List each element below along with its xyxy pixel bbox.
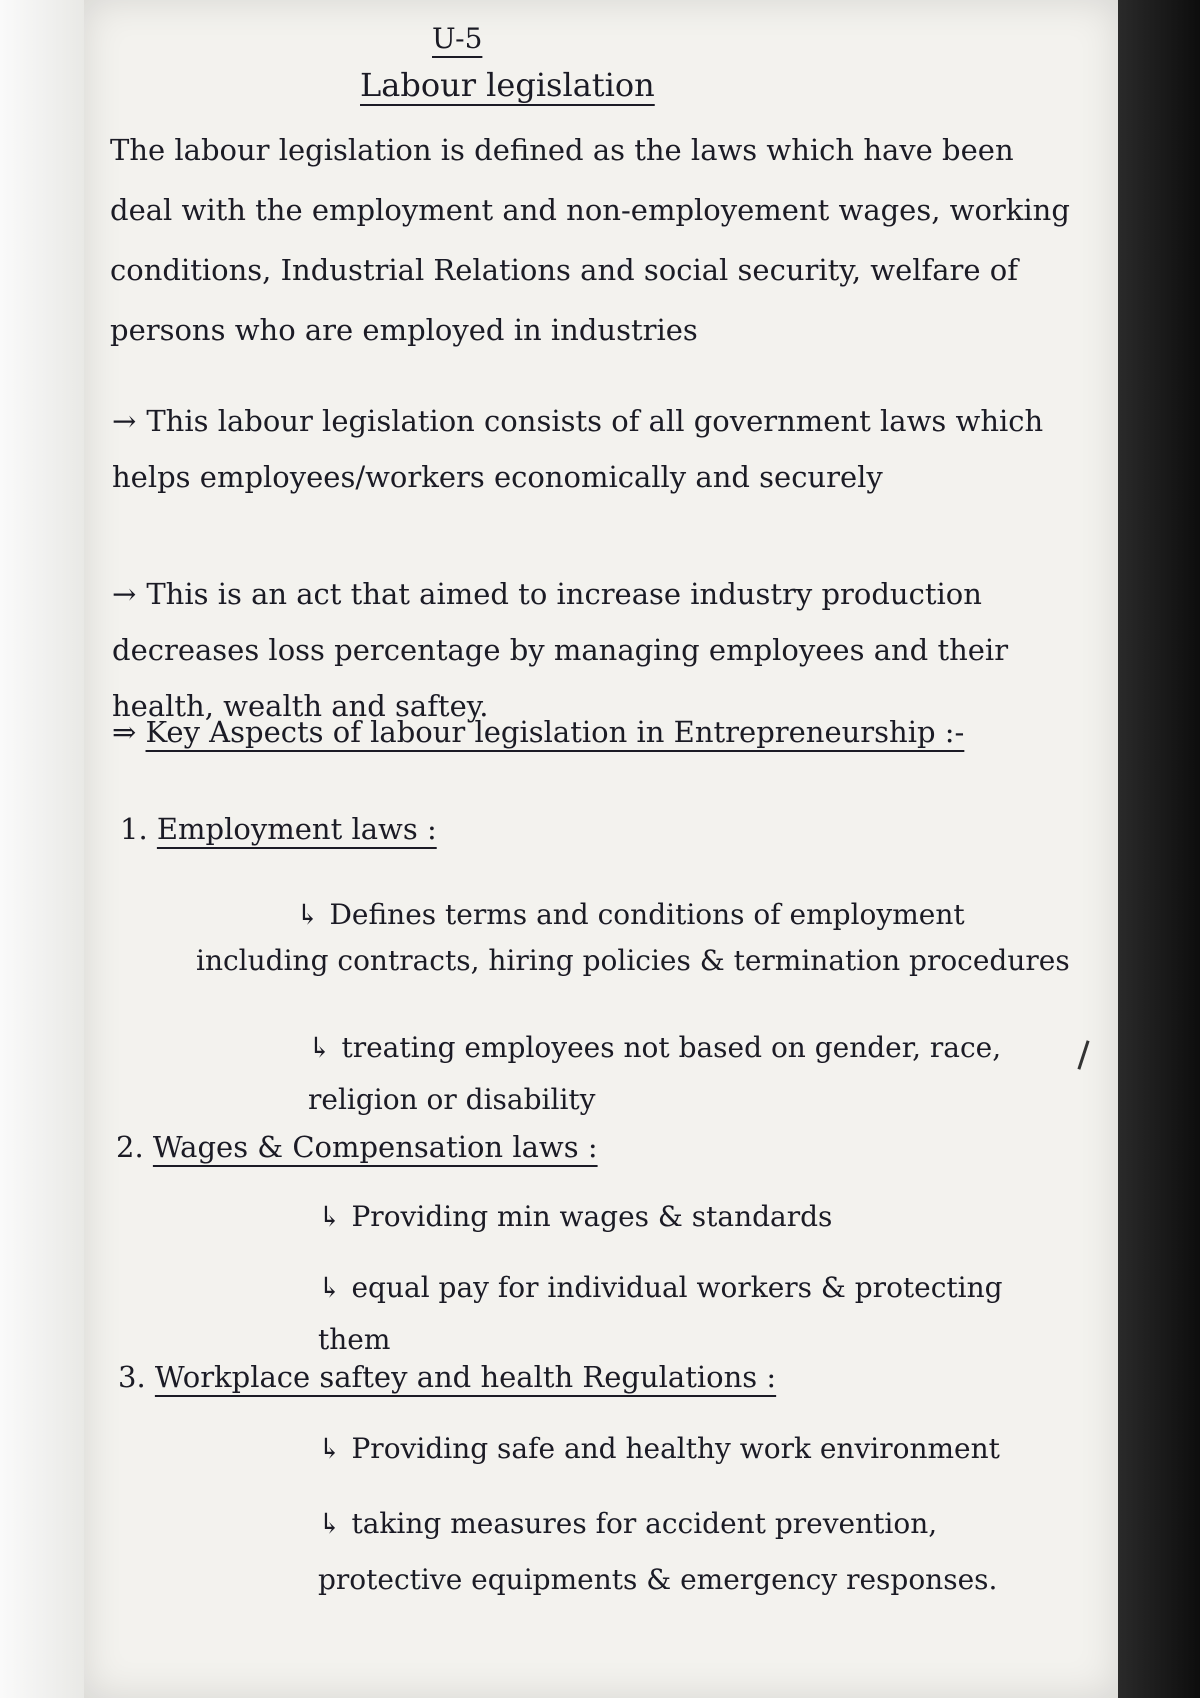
section-3-point-2 xyxy=(318,1496,1058,1608)
key-aspects-text: Key Aspects of labour legislation in Entrepreneurship :- xyxy=(145,715,965,749)
point-text: Providing safe and healthy work environment xyxy=(351,1432,1000,1465)
hook-arrow-icon: ↳ xyxy=(318,1507,342,1540)
arrow-bullet-icon: → xyxy=(112,404,137,438)
point-text: Defines terms and conditions of employment including contracts, hiring policies & termination procedures xyxy=(196,898,1070,977)
point-text: taking measures for accident prevention, protective equipments & emergency responses. xyxy=(318,1507,998,1596)
section-2-point-1 xyxy=(318,1200,832,1234)
intro-paragraph: The labour legislation is defined as the laws which have been deal with the employment and non-employement wages, working conditions, Industrial Relations and social security, welfare of persons who are employed in industries xyxy=(110,133,1070,347)
point-text: treating employees not based on gender, race, religion or disability xyxy=(308,1031,1002,1116)
hook-arrow-icon: ↳ xyxy=(318,1200,342,1233)
section-number: 3. xyxy=(118,1360,146,1394)
hook-arrow-icon: ↳ xyxy=(296,898,320,931)
unit-label: U-5 xyxy=(432,22,483,55)
bullet-1-text: This labour legislation consists of all government laws which helps employees/workers economically and securely xyxy=(112,404,1044,494)
hook-arrow-icon: ↳ xyxy=(318,1271,342,1304)
key-aspects-heading xyxy=(112,715,964,750)
section-1-point-1 xyxy=(196,892,1086,984)
bullet-2 xyxy=(112,566,1072,734)
bullet-1 xyxy=(112,393,1072,505)
section-3-point-1 xyxy=(318,1432,1000,1466)
section-number: 2. xyxy=(116,1130,144,1164)
page-left-margin xyxy=(0,0,84,1698)
arrow-bullet-icon: → xyxy=(112,577,137,611)
section-2-point-2 xyxy=(318,1262,1058,1366)
hook-arrow-icon: ↳ xyxy=(318,1432,342,1465)
section-number: 1. xyxy=(120,812,148,846)
double-arrow-icon: ⇒ xyxy=(112,715,137,749)
point-text: equal pay for individual workers & protecting them xyxy=(318,1271,1003,1356)
page-title: Labour legislation xyxy=(360,66,655,104)
section-title: Wages & Compensation laws : xyxy=(152,1130,598,1164)
section-1-heading xyxy=(120,812,437,847)
section-2-heading xyxy=(116,1130,598,1165)
bullet-2-text: This is an act that aimed to increase industry production decreases loss percentage by managing employees and their health, wealth and saftey. xyxy=(112,577,1009,723)
section-title: Employment laws : xyxy=(156,812,437,846)
section-3-heading xyxy=(118,1360,776,1395)
section-title: Workplace saftey and health Regulations : xyxy=(154,1360,777,1394)
point-text: Providing min wages & standards xyxy=(351,1200,833,1233)
page-right-shadow xyxy=(1118,0,1200,1698)
hook-arrow-icon: ↳ xyxy=(308,1031,332,1064)
section-1-point-2 xyxy=(308,1022,1028,1126)
